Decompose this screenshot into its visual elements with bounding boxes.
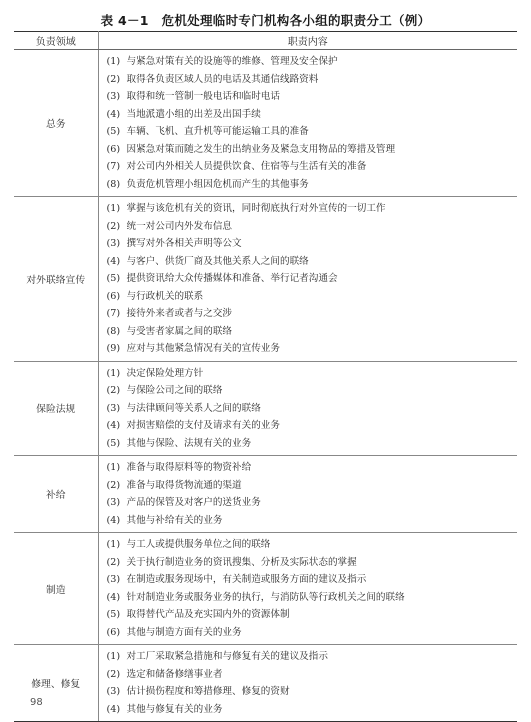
item-number: (2) [106, 220, 121, 232]
item-number: (4) [106, 420, 121, 431]
item-text: 与紧急对策有关的设施等的维修、管理及安全保护 [126, 56, 338, 67]
item-number: (1) [106, 367, 121, 379]
item-number: (2) [106, 479, 121, 491]
item-text: 负责危机管理小组因危机而产生的其他事务 [126, 178, 309, 190]
item-text: 准备与取得货物流通的渠道 [126, 479, 242, 491]
item-text: 对损害赔偿的支付及请求有关的业务 [126, 420, 280, 431]
item-number: (1) [106, 56, 121, 67]
responsibility-item [107, 382, 518, 400]
item-number: (7) [106, 308, 121, 319]
item-number: (8) [106, 325, 121, 337]
item-number: (6) [106, 143, 121, 155]
responsibility-item [107, 435, 518, 453]
responsibility-item [107, 400, 518, 418]
item-number: (1) [106, 462, 121, 473]
item-text: 其他与保险、法规有关的业务 [126, 437, 252, 449]
responsibilities-cell [98, 456, 517, 533]
responsibility-item [107, 323, 518, 341]
responsibility-item [107, 554, 518, 572]
item-number: (7) [106, 161, 121, 172]
item-text: 其他与制造方面有关的业务 [126, 626, 242, 638]
table-row [14, 533, 517, 645]
header-row [14, 32, 517, 50]
area-cell: 修理、修复 [14, 645, 98, 722]
responsibility-item [107, 200, 518, 218]
responsibility-item [107, 606, 518, 624]
item-text: 取得和统一管制一般电话和临时电话 [126, 91, 280, 102]
item-number: (5) [106, 437, 121, 449]
item-number: (1) [106, 651, 121, 662]
item-number: (3) [106, 402, 121, 414]
responsibility-item [107, 218, 518, 236]
area-cell: 制造 [14, 533, 98, 645]
item-number: (5) [106, 273, 121, 284]
responsibility-item [107, 648, 518, 666]
area-cell: 对外联络宣传 [14, 197, 98, 362]
item-number: (2) [106, 385, 121, 396]
responsibility-item [107, 305, 518, 323]
item-text: 产品的保管及对客户的送货业务 [126, 497, 261, 508]
responsibility-item [107, 288, 518, 306]
responsibilities-cell [98, 533, 517, 645]
item-number: (4) [106, 514, 121, 526]
item-number: (6) [106, 290, 121, 302]
item-text: 其他与补给有关的业务 [126, 514, 223, 526]
responsibilities-cell [98, 197, 517, 362]
item-text: 掌握与该危机有关的资讯，同时彻底执行对外宣传的一切工作 [126, 203, 386, 214]
item-text: 与行政机关的联系 [126, 290, 204, 302]
header-area: 负责领域 [14, 32, 98, 50]
item-text: 撰写对外各相关声明等公文 [126, 238, 242, 249]
item-text: 选定和储备修缮事业者 [126, 668, 223, 680]
item-number: (2) [106, 73, 121, 85]
item-number: (2) [106, 668, 121, 680]
item-text: 与受害者家属之间的联络 [126, 325, 233, 337]
responsibility-item [107, 123, 518, 141]
item-text: 对公司内外相关人员提供饮食、住宿等与生活有关的准备 [126, 161, 367, 172]
item-text: 决定保险处理方针 [126, 367, 204, 379]
item-text: 应对与其他紧急情况有关的宣传业务 [126, 343, 280, 354]
item-text: 与保险公司之间的联络 [126, 385, 223, 396]
item-number: (8) [106, 178, 121, 190]
responsibility-item [107, 141, 518, 159]
item-number: (4) [106, 108, 121, 120]
responsibility-item [107, 417, 518, 435]
item-number: (4) [106, 703, 121, 715]
item-text: 接待外来者或者与之交涉 [126, 308, 233, 319]
responsibility-item [107, 253, 518, 271]
item-number: (2) [106, 556, 121, 568]
item-text: 因紧急对策而随之发生的出纳业务及紧急支用物品的筹措及管理 [126, 143, 396, 155]
table-row [14, 361, 517, 456]
item-number: (3) [106, 686, 121, 697]
responsibility-item [107, 571, 518, 589]
table-header [14, 32, 517, 50]
item-number: (5) [106, 126, 121, 137]
responsibility-item [107, 701, 518, 719]
table-row [14, 197, 517, 362]
area-cell: 总务 [14, 50, 98, 197]
item-text: 其他与修复有关的业务 [126, 703, 223, 715]
item-text: 估计损伤程度和筹措修理、修复的资财 [126, 686, 290, 697]
responsibility-item [107, 71, 518, 89]
responsibility-item [107, 158, 518, 176]
responsibility-item [107, 624, 518, 642]
item-number: (4) [106, 255, 121, 267]
item-text: 准备与取得原料等的物资补给 [126, 462, 252, 473]
item-number: (6) [106, 626, 121, 638]
responsibility-item [107, 340, 518, 358]
item-text: 取得各负责区域人员的电话及其通信线路资料 [126, 73, 319, 85]
item-text: 车辆、飞机、直升机等可能运输工具的准备 [126, 126, 309, 137]
table-row [14, 645, 517, 722]
responsibility-item [107, 106, 518, 124]
responsibility-item [107, 270, 518, 288]
item-number: (3) [106, 574, 121, 585]
item-number: (3) [106, 91, 121, 102]
item-text: 对工厂采取紧急措施和与修复有关的建议及指示 [126, 651, 328, 662]
responsibility-item [107, 459, 518, 477]
item-number: (5) [106, 609, 121, 620]
header-content: 职责内容 [98, 32, 517, 50]
responsibility-item [107, 536, 518, 554]
item-text: 当地派遣小组的出差及出国手续 [126, 108, 261, 120]
responsibility-item [107, 53, 518, 71]
responsibility-table [14, 31, 517, 722]
item-text: 在制造或服务现场中，有关制造或服务方面的建议及指示 [126, 574, 367, 585]
responsibility-item [107, 666, 518, 684]
responsibility-item [107, 365, 518, 383]
responsibility-item [107, 589, 518, 607]
item-text: 与客户、供货厂商及其他关系人之间的联络 [126, 255, 309, 267]
responsibilities-cell [98, 50, 517, 197]
item-text: 统一对公司内外发布信息 [126, 220, 233, 232]
page-number: 98 [30, 697, 43, 708]
item-text: 与法律顾问等关系人之间的联络 [126, 402, 261, 414]
table-body [14, 50, 517, 722]
item-text: 与工人或提供服务单位之间的联络 [126, 539, 271, 550]
area-cell: 补给 [14, 456, 98, 533]
responsibility-item [107, 512, 518, 530]
item-number: (4) [106, 591, 121, 603]
responsibilities-cell [98, 645, 517, 722]
table-row [14, 456, 517, 533]
responsibility-item [107, 683, 518, 701]
responsibility-item [107, 494, 518, 512]
responsibility-item [107, 88, 518, 106]
item-number: (1) [106, 203, 121, 214]
item-number: (3) [106, 238, 121, 249]
item-number: (3) [106, 497, 121, 508]
item-number: (1) [106, 539, 121, 550]
item-text: 取得替代产品及充实国内外的资源体制 [126, 609, 290, 620]
item-number: (9) [106, 343, 121, 354]
responsibility-item [107, 176, 518, 194]
table-caption: 表 4－1 危机处理临时专门机构各小组的职责分工（例） [100, 13, 431, 28]
responsibility-item [107, 235, 518, 253]
item-text: 针对制造业务或服务业务的执行，与消防队等行政机关之间的联络 [126, 591, 405, 603]
area-cell: 保险法规 [14, 361, 98, 456]
table-row [14, 50, 517, 197]
item-text: 提供资讯给大众传播媒体和准备、举行记者沟通会 [126, 273, 338, 284]
responsibilities-cell [98, 361, 517, 456]
responsibility-item [107, 477, 518, 495]
item-text: 关于执行制造业务的资讯搜集、分析及实际状态的掌握 [126, 556, 357, 568]
